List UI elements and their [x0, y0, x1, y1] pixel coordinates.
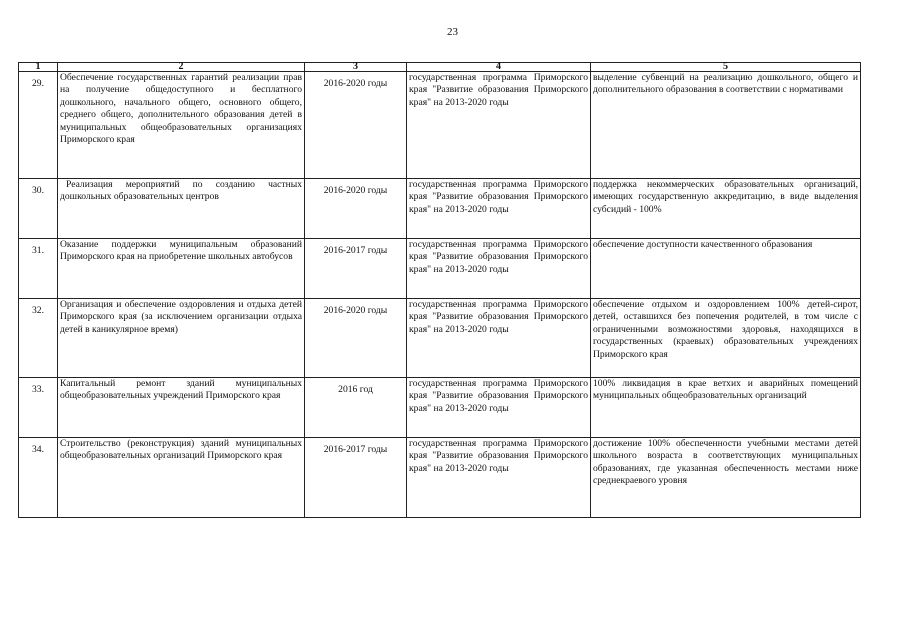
measure-description: Обеспечение государственных гарантий реализации прав на получение общедоступного и бесплатного дошкольного, начального общего, основного общего, среднего общего, дополнительного образования детей в муниципальных общеобразовательных организациях Приморского края	[58, 72, 305, 179]
expected-result: достижение 100% обеспеченности учебными местами детей школьного возраста в соответствующих муниципальных образованиях, где указанная обеспеченность местами ниже среднекраевого уровня	[591, 438, 861, 518]
measure-description: Строительство (реконструкция) зданий муниципальных общеобразовательных организаций Приморского края	[58, 438, 305, 518]
expected-result: поддержка некоммерческих образовательных организаций, имеющих государственную аккредитацию, в виде выделения субсидий - 100%	[591, 179, 861, 239]
expected-result: обеспечение доступности качественного образования	[591, 239, 861, 299]
header-row	[19, 63, 861, 72]
measure-description: Организация и обеспечение оздоровления и отдыха детей Приморского края (за исключением организации отдыха детей в каникулярное время)	[58, 299, 305, 378]
state-program: государственная программа Приморского края "Развитие образования Приморского края" на 2013-2020 годы	[407, 239, 591, 299]
row-number: 30.	[19, 179, 58, 239]
row-number: 31.	[19, 239, 58, 299]
measure-description: Реализация мероприятий по созданию частных дошкольных образовательных центров	[58, 179, 305, 239]
col-header-5: 5	[591, 63, 861, 72]
state-program: государственная программа Приморского края "Развитие образования Приморского края" на 2013-2020 годы	[407, 72, 591, 179]
expected-result: 100% ликвидация в крае ветхих и аварийных помещений муниципальных общеобразовательных организаций	[591, 378, 861, 438]
state-program: государственная программа Приморского края "Развитие образования Приморского края" на 2013-2020 годы	[407, 438, 591, 518]
measures-table	[18, 62, 861, 518]
row-number: 29.	[19, 72, 58, 179]
table-row	[19, 72, 861, 179]
implementation-period: 2016-2020 годы	[305, 299, 407, 378]
expected-result: обеспечение отдыхом и оздоровлением 100% детей-сирот, детей, оставшихся без попечения родителей, в том числе с ограниченными возможностями здоровья, находящихся в государственных (краевых) образовательных учреждениях Приморского края	[591, 299, 861, 378]
state-program: государственная программа Приморского края "Развитие образования Приморского края" на 2013-2020 годы	[407, 179, 591, 239]
row-number: 34.	[19, 438, 58, 518]
col-header-4: 4	[407, 63, 591, 72]
page-number: 23	[447, 26, 458, 38]
table-row	[19, 378, 861, 438]
measure-description: Оказание поддержки муниципальным образований Приморского края на приобретение школьных автобусов	[58, 239, 305, 299]
col-header-3: 3	[305, 63, 407, 72]
col-header-2: 2	[58, 63, 305, 72]
table-row	[19, 239, 861, 299]
state-program: государственная программа Приморского края "Развитие образования Приморского края" на 2013-2020 годы	[407, 299, 591, 378]
implementation-period: 2016-2017 годы	[305, 239, 407, 299]
table-row	[19, 179, 861, 239]
table-row	[19, 438, 861, 518]
row-number: 33.	[19, 378, 58, 438]
implementation-period: 2016 год	[305, 378, 407, 438]
expected-result: выделение субвенций на реализацию дошкольного, общего и дополнительного образования в соответствии с нормативами	[591, 72, 861, 179]
implementation-period: 2016-2020 годы	[305, 179, 407, 239]
row-number: 32.	[19, 299, 58, 378]
col-header-1: 1	[19, 63, 58, 72]
state-program: государственная программа Приморского края "Развитие образования Приморского края" на 2013-2020 годы	[407, 378, 591, 438]
implementation-period: 2016-2020 годы	[305, 72, 407, 179]
measure-description: Капитальный ремонт зданий муниципальных общеобразовательных учреждений Приморского края	[58, 378, 305, 438]
implementation-period: 2016-2017 годы	[305, 438, 407, 518]
table-row	[19, 299, 861, 378]
